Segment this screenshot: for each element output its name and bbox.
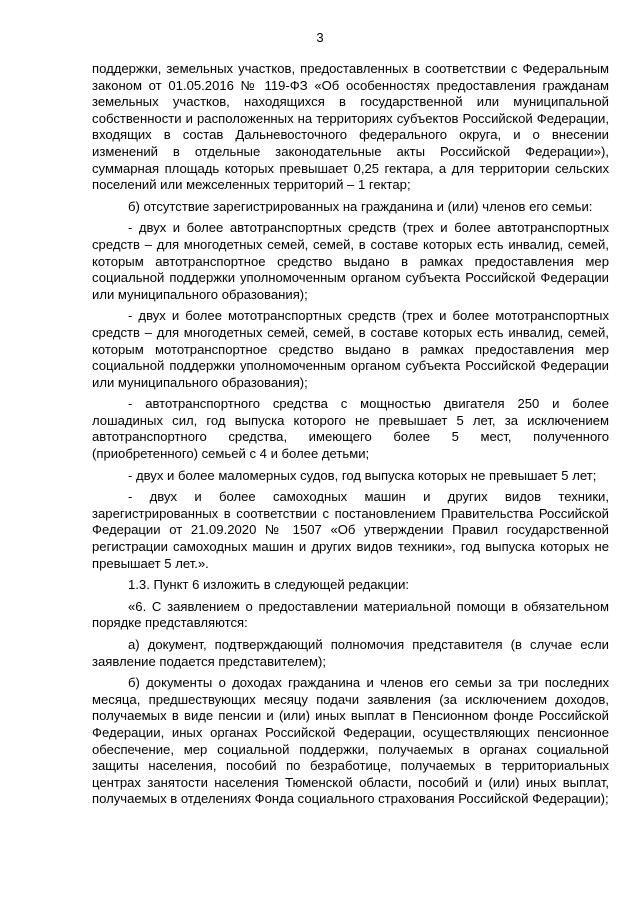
paragraph-item-motor-vehicles: - двух и более автотранспортных средств (трех и более автотранспортных средств – для многодетных семей, семей, в составе которых есть инвалид, семей, которым автотранспортное средство выдано в рамках предоставления мер социальной поддержки уполномоченным органом субъекта Российской Федерации или муниципального образования); xyxy=(92,220,609,302)
paragraph-clause-1-3: 1.3. Пункт 6 изложить в следующей редакции: xyxy=(128,577,410,593)
paragraph-item-motorcycles: - двух и более мототранспортных средств (трех и более мототранспортных средств – для многодетных семей, семей, в составе которых есть инвалид, семей, которым мототранспортное средство выдано в рамках предоставления мер социальной поддержки уполномоченным органом субъекта Российской Федерации или муниципального образования); xyxy=(92,308,609,390)
paragraph-b-no-registered-property: б) отсутствие зарегистрированных на гражданина и (или) членов его семьи: xyxy=(128,198,593,214)
paragraph-point-6-intro: «6. С заявлением о предоставлении материальной помощи в обязательном порядке представляются: xyxy=(92,598,609,631)
paragraph-b-income-documents: б) документы о доходах гражданина и членов его семьи за три последних месяца, предшествующих месяцу подачи заявления (за исключением доходов, получаемых в виде пенсии и (или) иных выплат в Пенсионном фонде Российской Федерации, иных органах Российской Федерации, осуществляющих пенсионное обеспечение, мер социальной поддержки, получаемых в органах социальной защиты населения, пособий по безработице, получаемых в территориальных центрах занятости населения Тюменской области, пособий и (или) иных выплат, получаемых в отделениях Фонда социального страхования Российской Федерации); xyxy=(92,675,609,807)
paragraph-a-representative-document: а) документ, подтверждающий полномочия представителя (в случае если заявление подается представителем); xyxy=(92,637,609,669)
paragraph-item-self-propelled-machines: - двух и более самоходных машин и других видов техники, зарегистрированных в соответствии с постановлением Правительства Российской Федерации от 21.09.2020 № 1507 «Об утверждении Правил государственной регистрации самоходных машин и других видов техники», год выпуска которых не превышает 5 лет.». xyxy=(92,489,609,571)
paragraph-land-plots-continued: поддержки, земельных участков, предоставленных в соответствии с Федеральным законом от 01.05.2016 № 119-ФЗ «Об особенностях предоставления гражданам земельных участков, находящихся в государственной или муниципальной собственности и расположенных на территориях субъектов Российской Федерации, входящих в состав Дальневосточного федерального округа, и о внесении изменений в отдельные законодательные акты Российской Федерации»), суммарная площадь которых превышает 0,25 гектара, а для территории сельских поселений или межселенных территорий – 1 гектар; xyxy=(92,61,609,193)
paragraph-item-high-power-vehicle: - автотранспортного средства с мощностью двигателя 250 и более лошадиных сил, год выпуска которого не превышает 5 лет, за исключением автотранспортного средства, имеющего более 5 мест, полученного (приобретенного) семьей с 4 и более детьми; xyxy=(92,396,609,462)
page-number: 3 xyxy=(316,30,324,45)
paragraph-item-small-boats: - двух и более маломерных судов, год выпуска которых не превышает 5 лет; xyxy=(128,467,597,483)
document-body xyxy=(92,61,609,813)
